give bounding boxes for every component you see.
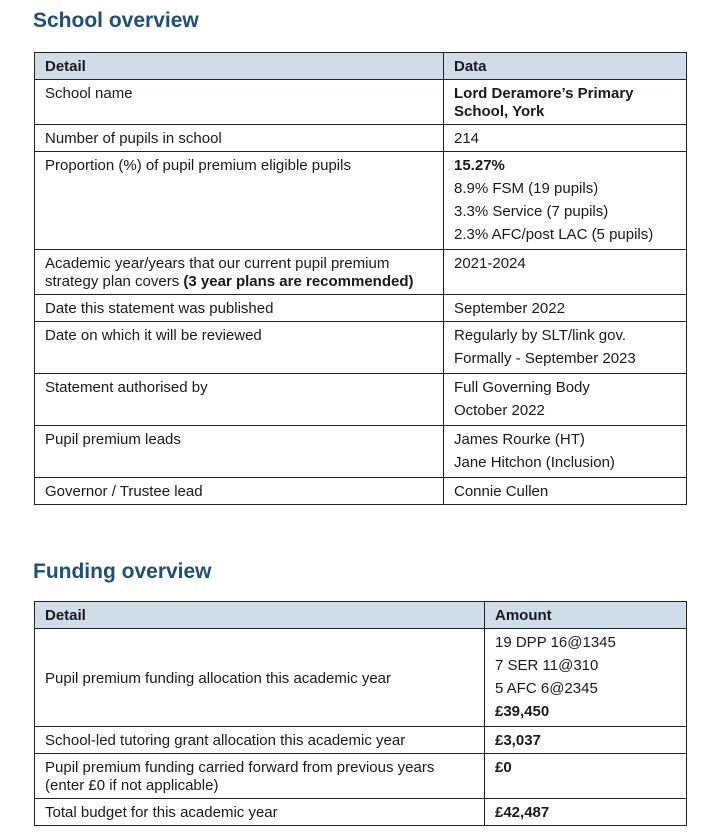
detail-cell: Date on which it will be reviewed (35, 322, 444, 374)
table-row (35, 754, 687, 799)
proportion-line: 8.9% FSM (19 pupils) (454, 180, 599, 197)
detail-note: (3 year plans are recommended) (183, 273, 414, 290)
pupil-count-value: 214 (444, 125, 687, 152)
review-line: Regularly by SLT/link gov. (454, 327, 627, 344)
total-budget-value: £42,487 (485, 799, 687, 826)
proportion-total: 15.27% (454, 157, 505, 174)
table-row (35, 322, 687, 374)
pupil-premium-allocation-cell (485, 629, 687, 727)
review-date-cell (444, 322, 687, 374)
detail-cell: Date this statement was published (35, 295, 444, 322)
table-header-row (35, 602, 687, 629)
table-row (35, 629, 687, 727)
column-header-data: Data (444, 53, 687, 80)
detail-cell (35, 250, 444, 295)
pupil-premium-proportion-cell (444, 152, 687, 250)
detail-cell: School name (35, 80, 444, 125)
table-row (35, 152, 687, 250)
table-row (35, 80, 687, 125)
detail-text: Academic year/years that our current pupil premium strategy plan covers (45, 255, 390, 290)
lead-line: Jane Hitchon (Inclusion) (454, 454, 615, 471)
detail-cell: Proportion (%) of pupil premium eligible pupils (35, 152, 444, 250)
carried-forward-value: £0 (485, 754, 687, 799)
proportion-line: 3.3% Service (7 pupils) (454, 203, 609, 220)
detail-cell: School-led tutoring grant allocation this academic year (35, 727, 485, 754)
detail-cell: Pupil premium funding carried forward from previous years (enter £0 if not applicable) (35, 754, 485, 799)
table-row (35, 478, 687, 505)
funding-overview-table (34, 601, 687, 826)
allocation-line: 7 SER 11@310 (495, 657, 599, 674)
detail-cell: Governor / Trustee lead (35, 478, 444, 505)
school-overview-heading: School overview (33, 9, 199, 32)
table-row (35, 426, 687, 478)
review-line: Formally - September 2023 (454, 350, 636, 367)
tutoring-grant-value: £3,037 (485, 727, 687, 754)
school-overview-table (34, 52, 687, 505)
column-header-detail: Detail (35, 602, 485, 629)
detail-cell: Total budget for this academic year (35, 799, 485, 826)
table-row (35, 250, 687, 295)
table-row (35, 295, 687, 322)
proportion-line: 2.3% AFC/post LAC (5 pupils) (454, 226, 654, 243)
table-row (35, 125, 687, 152)
column-header-amount: Amount (485, 602, 687, 629)
detail-cell: Pupil premium leads (35, 426, 444, 478)
detail-cell: Statement authorised by (35, 374, 444, 426)
governor-lead-value: Connie Cullen (444, 478, 687, 505)
funding-overview-heading: Funding overview (33, 560, 212, 583)
authorised-by-cell (444, 374, 687, 426)
detail-cell: Number of pupils in school (35, 125, 444, 152)
authorised-line: Full Governing Body (454, 379, 590, 396)
allocation-line: 19 DPP 16@1345 (495, 634, 616, 651)
school-name-value: Lord Deramore’s Primary School, York (444, 80, 687, 125)
allocation-line: 5 AFC 6@2345 (495, 680, 598, 697)
pupil-premium-leads-cell (444, 426, 687, 478)
table-row (35, 799, 687, 826)
authorised-line: October 2022 (454, 402, 545, 419)
published-date-value: September 2022 (444, 295, 687, 322)
detail-cell: Pupil premium funding allocation this academic year (35, 629, 485, 727)
column-header-detail: Detail (35, 53, 444, 80)
table-header-row (35, 53, 687, 80)
academic-years-value: 2021-2024 (444, 250, 687, 295)
lead-line: James Rourke (HT) (454, 431, 585, 448)
table-row (35, 727, 687, 754)
table-row (35, 374, 687, 426)
allocation-total: £39,450 (495, 703, 550, 720)
